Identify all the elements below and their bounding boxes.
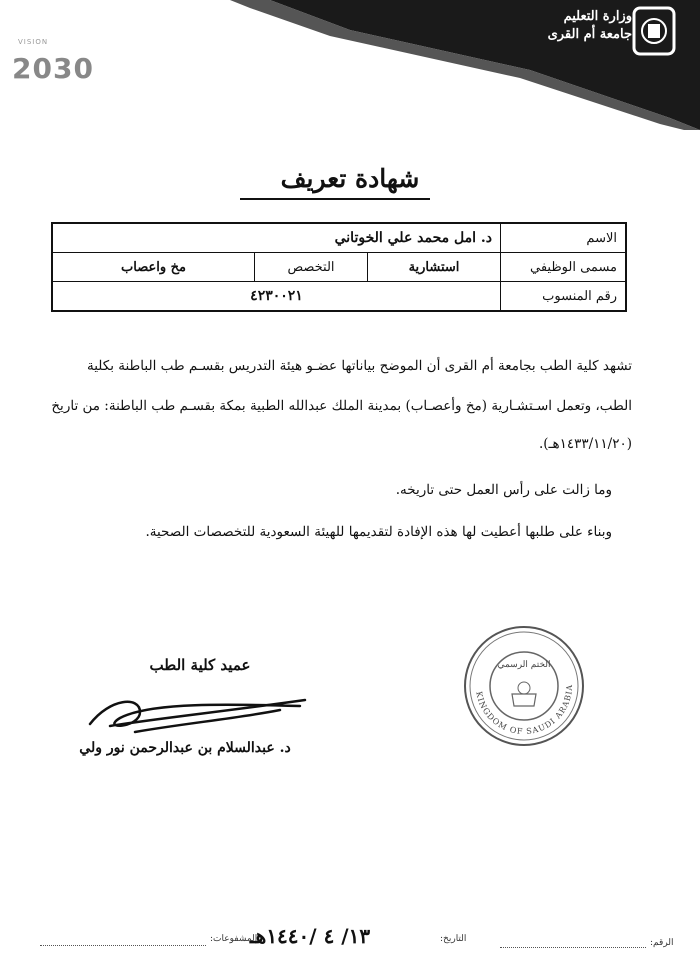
ministry-name: وزارة التعليم <box>563 9 632 24</box>
name-label: الاسم <box>501 223 627 253</box>
body-line-4: وما زالت على رأس العمل حتى تاريخه. <box>395 482 612 498</box>
body-line-2: الطب، وتعمل اسـتشـارية (مخ وأعصـاب) بمدينة الملك عبدالله الطبية بمكة بقسـم طب الباطنة: من تاريخ <box>51 398 632 414</box>
attachments-field <box>40 944 206 946</box>
vision-2030-logo: 2030 <box>12 52 94 85</box>
table-row <box>52 223 626 253</box>
handwritten-signature <box>80 688 310 738</box>
svg-text:KINGDOM OF SAUDI ARABIA <box>474 684 574 736</box>
date-label: التاريخ: <box>440 934 467 944</box>
name-value: د. امل محمد علي الخوتاني <box>52 223 501 253</box>
reference-number-label: الرقم: <box>650 938 674 948</box>
vision-label: VISION <box>18 38 49 46</box>
university-emblem-icon <box>628 2 680 60</box>
date-value: ١٣/ ٤ /١٤٤٠هـ <box>249 924 371 948</box>
employee-number-label: رقم المنسوب <box>501 282 627 312</box>
specialty-value: مخ واعصاب <box>52 253 255 282</box>
reference-number-field <box>500 946 646 948</box>
title-underline <box>240 198 430 200</box>
university-logo-text <box>492 8 632 44</box>
job-title-value: استشارية <box>368 253 501 282</box>
body-line-3: (١٤٣٣/١١/٢٠هـ). <box>538 436 632 452</box>
official-seal-icon <box>462 624 586 748</box>
employee-info-table <box>51 222 627 312</box>
job-title-label: مسمى الوظيفي <box>501 253 627 282</box>
attachments-label: المشفوعات: <box>210 934 258 944</box>
dean-name: د. عبدالسلام بن عبدالرحمن نور ولي <box>79 740 291 756</box>
dean-title: عميد كلية الطب <box>149 656 251 674</box>
university-name: جامعة أم القرى <box>547 27 632 42</box>
employee-number-value: ٤٢٣٠٠٢١ <box>52 282 501 312</box>
table-row <box>52 282 626 312</box>
table-row <box>52 253 626 282</box>
specialty-label: التخصص <box>255 253 368 282</box>
document-title: شهادة تعريف <box>280 164 420 193</box>
body-line-5: وبناء على طلبها أعطيت لها هذه الإفادة لتقديمها للهيئة السعودية للتخصصات الصحية. <box>145 524 612 540</box>
body-line-1: تشهد كلية الطب بجامعة أم القرى أن الموضح بياناتها عضـو هيئة التدريس بقسـم طب الباطنة بكلية <box>86 358 632 374</box>
seal-center-text: الختم الرسمي <box>497 660 551 670</box>
seal-outer-text: KINGDOM OF SAUDI ARABIA <box>474 683 575 737</box>
